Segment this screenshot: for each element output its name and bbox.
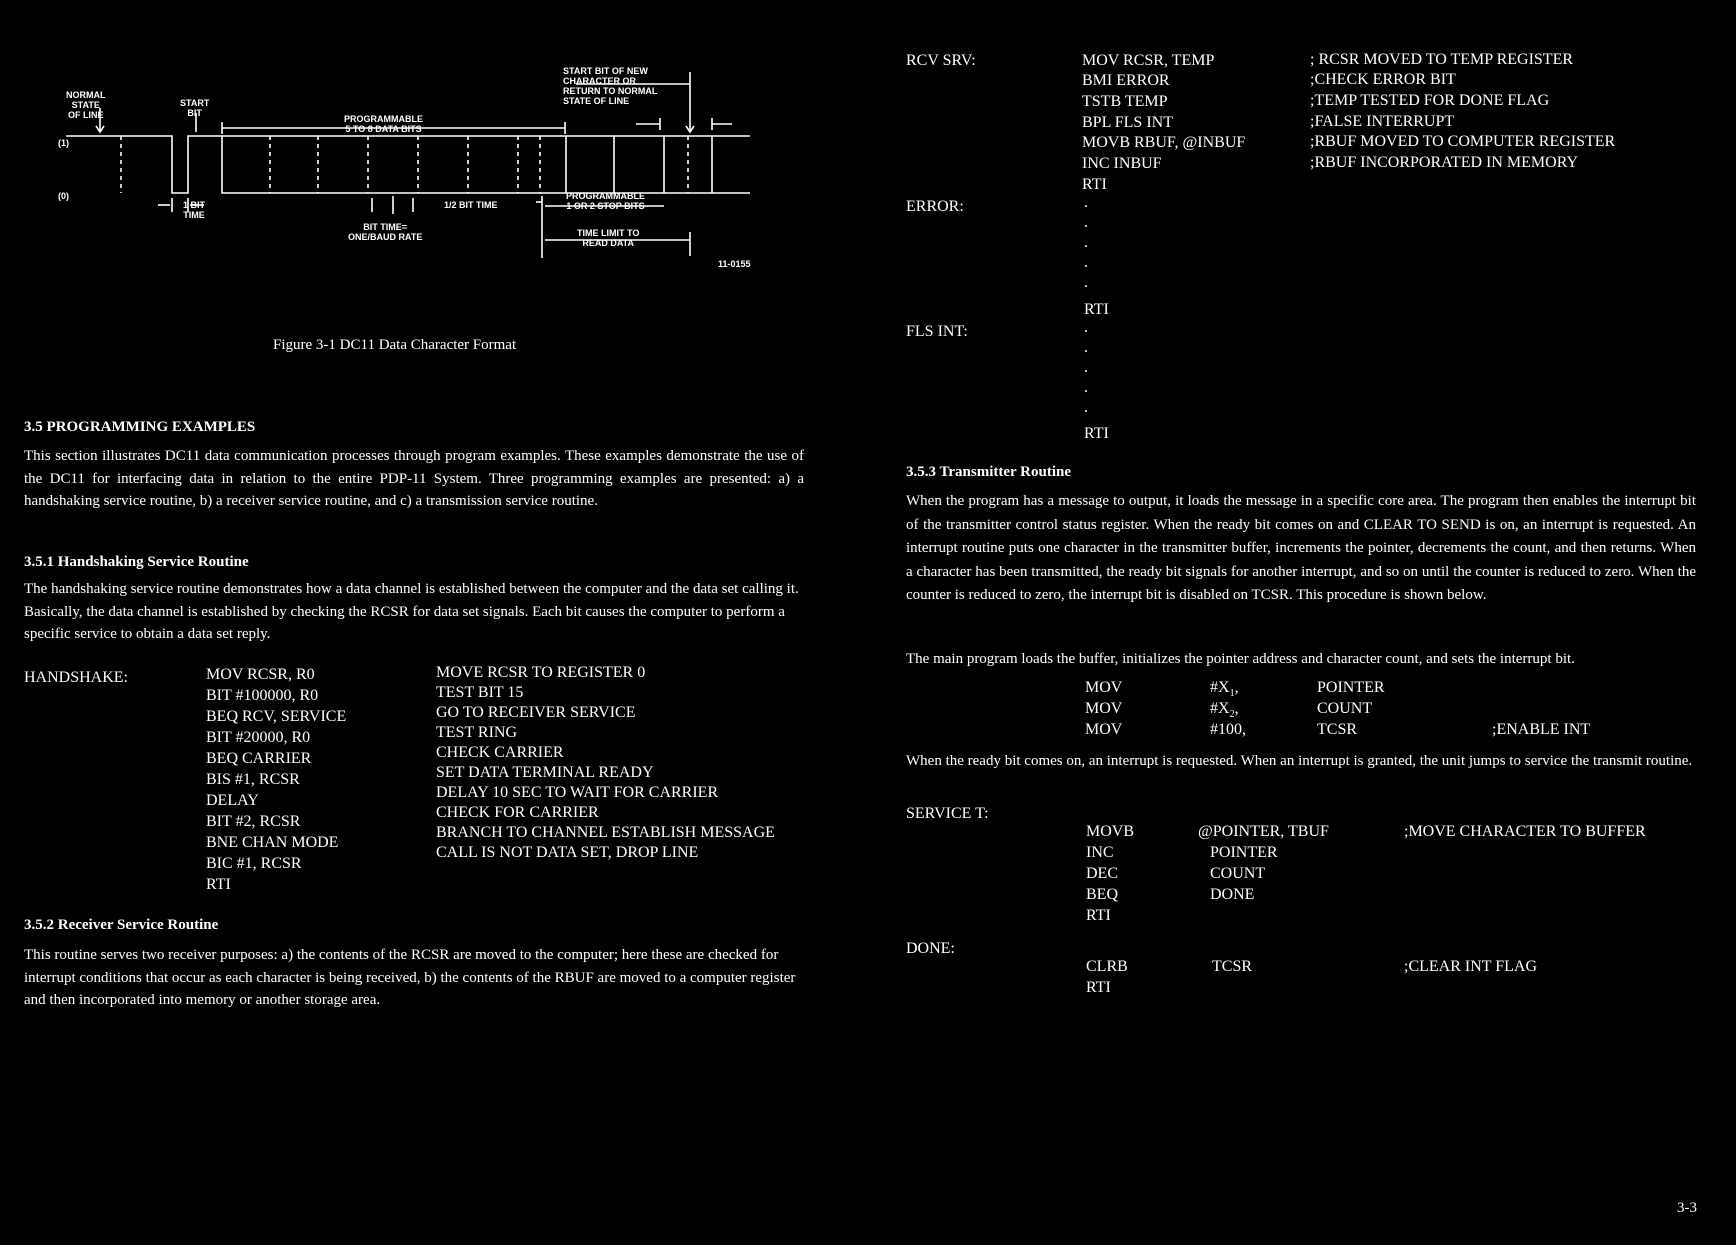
code-comment: MOVE RCSR TO REGISTER 0 [436,664,646,681]
code-comment: ;TEMP TESTED FOR DONE FLAG [1310,92,1550,109]
code-comment: SET DATA TERMINAL READY [436,764,654,781]
code-arg: DONE [1210,886,1255,903]
code-arg: POINTER [1210,844,1278,861]
heading-3-5-2: 3.5.2 Receiver Service Routine [24,917,219,933]
fls-int-label: FLS INT: [906,323,968,340]
heading-3-5: 3.5 PROGRAMMING EXAMPLES [24,419,256,435]
code-row: MOV [1085,700,1123,717]
code-row: BIC #1, RCSR [206,855,302,872]
label-state-one: (1) [58,138,69,148]
code-comment: GO TO RECEIVER SERVICE [436,704,636,721]
code-row: RTI [206,876,231,893]
code-dest: POINTER [1317,679,1385,696]
code-row: DELAY [206,792,259,809]
para-ready-bit: When the ready bit comes on, an interrupt is requested. When an interrupt is granted, the unit jumps to service the transmit routine. [906,753,1693,769]
figure-caption: Figure 3-1 DC11 Data Character Format [273,337,517,353]
code-row: INC INBUF [1082,155,1162,172]
code-row: BEQ RCV, SERVICE [206,708,347,725]
label-normal-state: NORMAL STATE OF LINE [66,90,106,120]
handshake-label: HANDSHAKE: [24,669,128,686]
code-row: DEC [1086,865,1118,882]
code-comment: TEST RING [436,724,518,741]
code-row: RTI [1086,907,1111,924]
code-row: MOV RCSR, R0 [206,666,315,683]
code-row: BNE CHAN MODE [206,834,339,851]
code-comment: ;RBUF INCORPORATED IN MEMORY [1310,154,1579,171]
para-3-5: This section illustrates DC11 data communication processes through program examples. These examples demonstrate the use of the DC11 for interfacing data in relation to the entire PDP-11 System. Three programming examples are presented: a) a handshaking service routine, b) a receiver service routine, and c) a transmission service routine. [24,448,804,509]
code-comment: ;CHECK ERROR BIT [1310,71,1456,88]
label-figure-id: 11-0155 [718,259,751,269]
code-row: BIT #100000, R0 [206,687,319,704]
code-row: CLRB [1086,958,1128,975]
code-comment: CHECK FOR CARRIER [436,804,599,821]
code-comment: BRANCH TO CHANNEL ESTABLISH MESSAGE [436,824,775,841]
code-arg: @POINTER, TBUF [1198,823,1329,840]
heading-3-5-1: 3.5.1 Handshaking Service Routine [24,554,249,570]
label-start-new: START BIT OF NEW CHARACTER OR RETURN TO NORMAL STATE OF LINE [563,66,658,106]
code-row: MOVB RBUF, @INBUF [1082,134,1246,151]
label-half-bit-time: 1/2 BIT TIME [444,200,498,210]
label-state-zero: (0) [58,191,69,201]
code-comment: ;RBUF MOVED TO COMPUTER REGISTER [1310,133,1616,150]
label-prog-stop: PROGRAMMABLE 1 OR 2 STOP BITS [566,191,645,211]
ellipsis-dot: . [1084,254,1088,271]
code-row: BMI ERROR [1082,72,1170,89]
code-row: TSTB TEMP [1082,93,1168,110]
code-arg: TCSR [1212,958,1253,975]
code-arg: $\#X_2$, [1210,700,1239,721]
ellipsis-dot: . [1084,359,1088,376]
code-comment: ;CLEAR INT FLAG [1404,958,1538,975]
para-3-5-2: This routine serves two receiver purposes: a) the contents of the RCSR are moved to the computer; here these are checked for interrupt conditions that occur as each character is being received, b) the contents of the RBUF are moved to a computer register and then incorporated into memory or another storage area. [24,947,796,1008]
label-bit-time-rate: BIT TIME= ONE/BAUD RATE [348,222,423,242]
label-programmable-data: PROGRAMMABLE 5 TO 8 DATA BITS [344,114,423,134]
code-row: MOV [1085,679,1123,696]
ellipsis-dot: . [1084,214,1088,231]
code-row: BEQ [1086,886,1118,903]
ellipsis-dot: . [1084,339,1088,356]
ellipsis-dot: . [1084,194,1088,211]
code-dest: COUNT [1317,700,1373,717]
code-row: MOV [1085,721,1123,738]
rcv-srv-label: RCV SRV: [906,52,976,69]
code-row: BIT #20000, R0 [206,729,311,746]
ellipsis-dot: . [1084,234,1088,251]
code-comment: ; RCSR MOVED TO TEMP REGISTER [1310,51,1574,68]
ellipsis-dot: . [1084,274,1088,291]
code-row: BIS #1, RCSR [206,771,300,788]
code-comment: DELAY 10 SEC TO WAIT FOR CARRIER [436,784,719,801]
label-time-limit: TIME LIMIT TO READ DATA [577,228,640,248]
para-main-program: The main program loads the buffer, initializes the pointer address and character count, and sets the interrupt bit. [906,651,1575,667]
timing-diagram [0,0,760,290]
code-comment: TEST BIT 15 [436,684,524,701]
timing-waveform [0,0,760,290]
code-dest: TCSR [1317,721,1358,738]
page-number: 3-3 [1677,1200,1697,1216]
code-row: MOVB [1086,823,1135,840]
code-row: BIT #2, RCSR [206,813,301,830]
ellipsis-dot: . [1084,399,1088,416]
code-row: INC [1086,844,1114,861]
code-row: BPL FLS INT [1082,114,1173,131]
code-arg: COUNT [1210,865,1266,882]
para-3-5-3: When the program has a message to output, it loads the message in a specific core area. The program then enables the interrupt bit of the transmitter control status register. When the ready bit comes on and CLEAR TO SEND is on, an interrupt is requested. An interrupt routine puts one character in the transmitter buffer, increments the pointer, decrements the count, and then returns. When a character has been transmitted, the ready bit signals for another interrupt, and so on until the counter is reduced to zero. When the counter is reduced to zero, the interrupt bit is disabled on TCSR. This procedure is shown below. [906,493,1696,603]
code-comment: ;MOVE CHARACTER TO BUFFER [1404,823,1646,840]
code-arg: $\#X_1$, [1210,679,1239,700]
code-row: MOV RCSR, TEMP [1082,52,1215,69]
heading-3-5-3: 3.5.3 Transmitter Routine [906,464,1071,480]
error-label: ERROR: [906,198,964,215]
rti-fls: RTI [1084,425,1109,442]
code-comment: CALL IS NOT DATA SET, DROP LINE [436,844,699,861]
code-comment: CHECK CARRIER [436,744,564,761]
code-comment: ;ENABLE INT [1492,721,1591,738]
para-3-5-1: The handshaking service routine demonstrates how a data channel is established between the computer and the data set calling it. Basically, the data channel is established by checking the RCSR for data set signals. Each bit causes the computer to perform a specific service to obtain a data set reply. [24,581,799,642]
done-label: DONE: [906,940,955,957]
code-row: BEQ CARRIER [206,750,312,767]
code-comment: ;FALSE INTERRUPT [1310,113,1455,130]
rti-error: RTI [1084,301,1109,318]
code-row: RTI [1082,176,1107,193]
code-row: RTI [1086,979,1111,996]
service-t-label: SERVICE T: [906,805,989,822]
code-arg: #100, [1210,721,1246,738]
label-start-bit: START BIT [180,98,210,118]
ellipsis-dot: . [1084,319,1088,336]
ellipsis-dot: . [1084,379,1088,396]
label-one-bit-time: 1 BIT TIME [183,200,206,220]
